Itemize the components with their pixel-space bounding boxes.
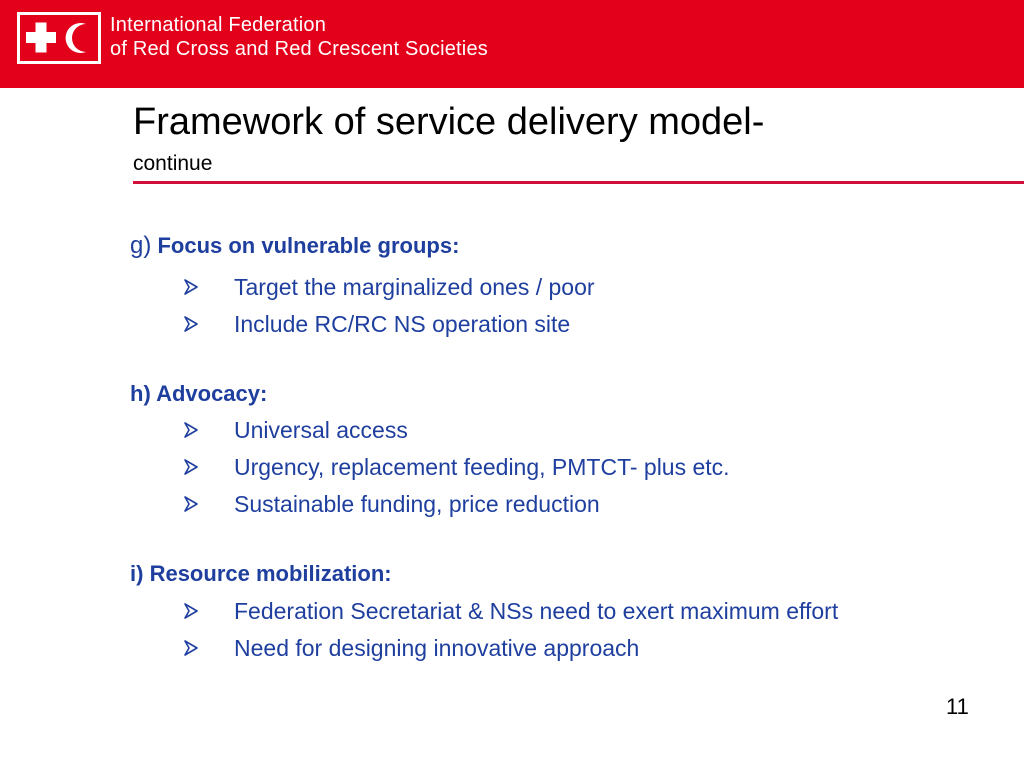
slide-title: Framework of service delivery model- — [133, 101, 765, 143]
arrow-bullet-icon — [183, 459, 199, 475]
list-item-text: Universal access — [234, 417, 408, 443]
section-heading-h — [130, 380, 267, 408]
section-letter: h) — [130, 381, 151, 406]
list-item-text: Need for designing innovative approach — [234, 635, 640, 661]
section-heading-g — [130, 232, 459, 260]
arrow-bullet-icon — [183, 316, 199, 332]
list-item-text: Federation Secretariat & NSs need to exert maximum effort — [234, 598, 839, 624]
list-item-text: Target the marginalized ones / poor — [234, 274, 595, 300]
list-item-text: Include RC/RC NS operation site — [234, 311, 571, 337]
section-title: Resource mobilization: — [149, 561, 392, 586]
arrow-bullet-icon — [183, 422, 199, 438]
section-title: Advocacy: — [156, 381, 268, 406]
arrow-bullet-icon — [183, 640, 199, 656]
list-item-text: Urgency, replacement feeding, PMTCT- plus etc. — [234, 454, 730, 480]
section-heading-i — [130, 560, 392, 588]
arrow-bullet-icon — [183, 603, 199, 619]
section-letter: i) — [130, 561, 144, 586]
list-item-text: Sustainable funding, price reduction — [234, 491, 600, 517]
section-letter: g) — [130, 232, 152, 259]
section-title: Focus on vulnerable groups: — [157, 233, 460, 258]
org-name-line2: of Red Cross and Red Crescent Societies — [110, 38, 488, 60]
org-name-line1: International Federation — [110, 14, 327, 36]
arrow-bullet-icon — [183, 279, 199, 295]
arrow-bullet-icon — [183, 496, 199, 512]
slide-subtitle: continue — [133, 152, 213, 175]
page-number: 11 — [946, 694, 969, 719]
